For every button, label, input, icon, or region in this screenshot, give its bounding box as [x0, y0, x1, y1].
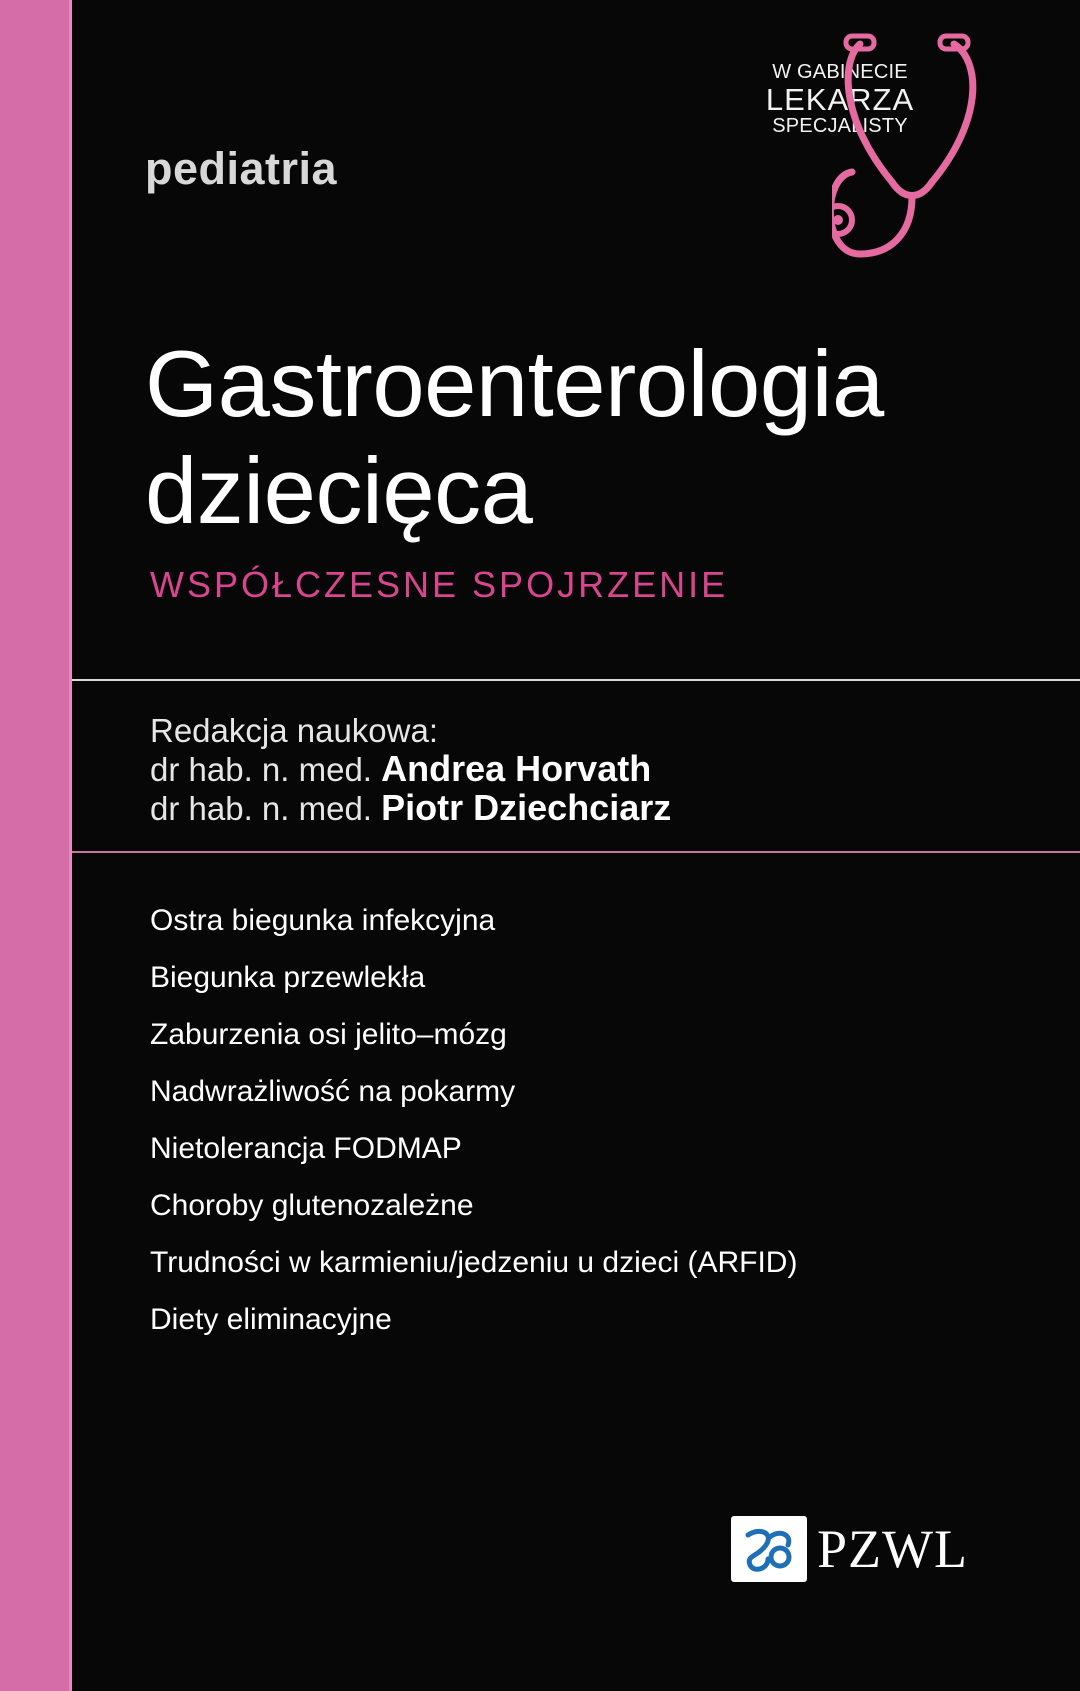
topic-item: Trudności w karmieniu/jedzeniu u dzieci (ARFID) — [150, 1246, 798, 1279]
series-name: pediatria — [145, 143, 338, 194]
editor-degree: dr hab. n. med. — [150, 790, 372, 827]
badge-line-3: SPECJALISTY — [772, 115, 908, 137]
editors-heading: Redakcja naukowa: — [150, 712, 439, 749]
pzwl-serpent-icon — [731, 1516, 807, 1582]
publisher-logo — [731, 1516, 968, 1582]
editor-degree: dr hab. n. med. — [150, 751, 372, 788]
topic-item: Nadwrażliwość na pokarmy — [150, 1075, 516, 1108]
title-line-1: Gastroenterologia — [145, 331, 884, 436]
editor-name: Andrea Horvath — [381, 748, 652, 789]
badge-line-1: W GABINECIE — [772, 61, 908, 83]
topic-item: Diety eliminacyjne — [150, 1303, 392, 1336]
topics-list — [150, 898, 797, 1354]
publisher-name: PZWL — [817, 1519, 968, 1579]
topic-item: Ostra biegunka infekcyjna — [150, 904, 496, 937]
topic-item: Nietolerancja FODMAP — [150, 1132, 462, 1165]
badge-line-2: LEKARZA — [765, 82, 915, 117]
divider-pink — [72, 851, 1080, 853]
topic-item: Biegunka przewlekła — [150, 961, 426, 994]
book-title — [145, 330, 884, 544]
stethoscope-icon — [832, 32, 1037, 262]
title-line-2: dziecięca — [145, 438, 533, 543]
book-subtitle: WSPÓŁCZESNE SPOJRZENIE — [150, 564, 729, 605]
pink-spine-band — [0, 0, 72, 1691]
divider-white — [72, 679, 1080, 681]
editors-block — [150, 712, 671, 828]
topic-item: Choroby glutenozależne — [150, 1189, 474, 1222]
editor-line — [150, 750, 671, 789]
editor-name: Piotr Dziechciarz — [381, 787, 672, 828]
editor-line — [150, 789, 671, 828]
topic-item: Zaburzenia osi jelito–mózg — [150, 1018, 507, 1051]
